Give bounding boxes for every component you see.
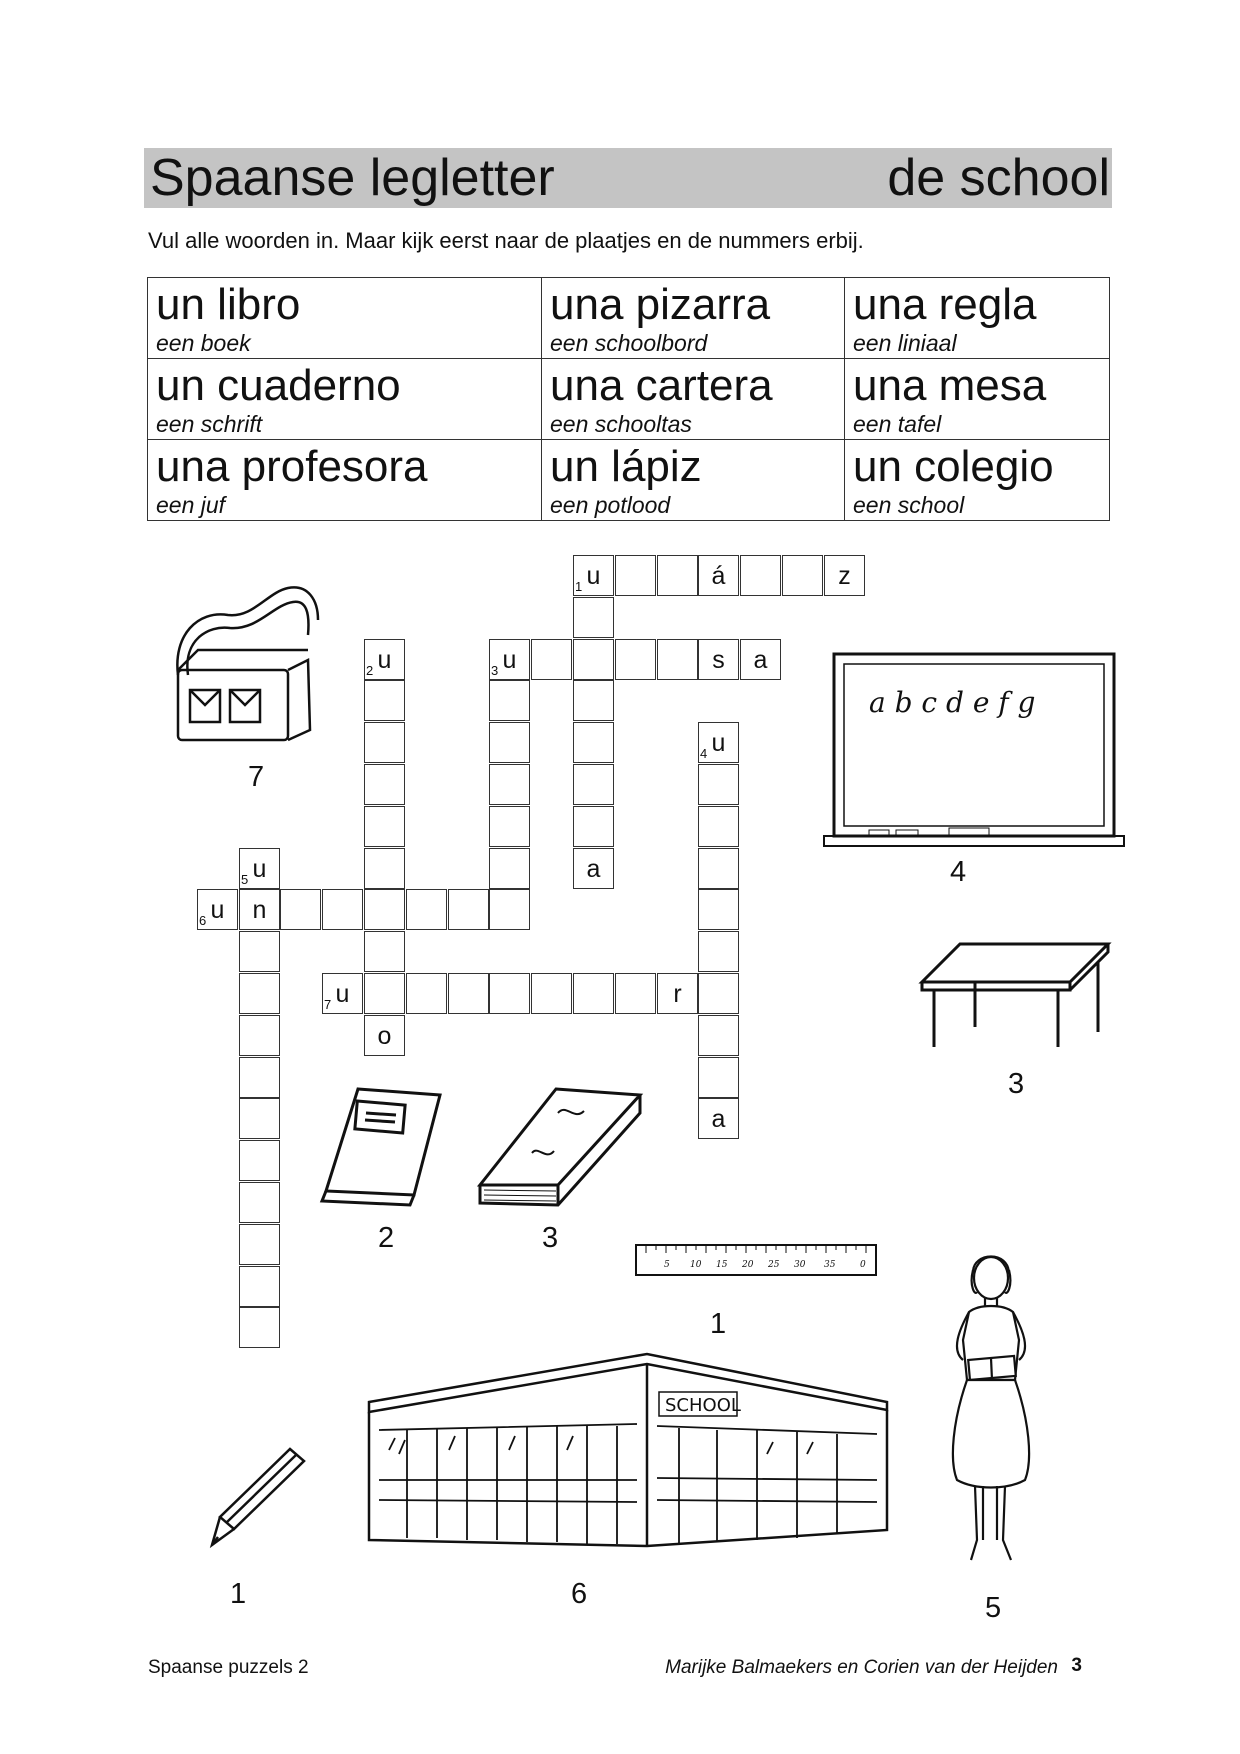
clue-number: 4 — [700, 746, 708, 761]
school-building-picture — [367, 1350, 897, 1550]
crossword-cell[interactable] — [239, 1307, 280, 1348]
ruler-mark: 20 — [742, 1260, 754, 1270]
picture-number: 3 — [542, 1222, 559, 1254]
spanish-word: una mesa — [853, 361, 1047, 410]
spanish-word: una cartera — [550, 361, 773, 410]
crossword-cell[interactable] — [364, 764, 405, 805]
clue-number: 1 — [575, 579, 583, 594]
cell-letter: s — [712, 646, 725, 674]
crossword-cell[interactable] — [824, 555, 865, 596]
dutch-word: een juf — [156, 492, 226, 518]
cell-letter: u — [502, 646, 517, 674]
crossword-cell[interactable] — [239, 1098, 280, 1139]
crossword-cell[interactable] — [573, 973, 614, 1014]
blackboard-letters: a b c d e f g — [869, 686, 1036, 719]
vocab-row — [148, 359, 1110, 440]
footer-series: Spaanse puzzels 2 — [148, 1657, 309, 1678]
spanish-word: un cuaderno — [156, 361, 401, 410]
crossword-cell[interactable] — [489, 639, 530, 680]
ruler-mark: 35 — [824, 1260, 836, 1270]
vocab-cell — [148, 440, 542, 521]
crossword-cell[interactable] — [657, 973, 698, 1014]
notebook-picture — [318, 1085, 443, 1205]
crossword-cell[interactable] — [406, 973, 447, 1014]
clue-number: 5 — [241, 872, 249, 887]
crossword-cell[interactable] — [364, 889, 405, 930]
cell-letter: z — [838, 562, 851, 590]
picture-number: 6 — [571, 1578, 588, 1610]
picture-number: 4 — [950, 856, 967, 888]
vocab-cell — [148, 278, 542, 359]
crossword-cell[interactable] — [239, 931, 280, 972]
crossword-cell[interactable] — [239, 1182, 280, 1223]
crossword-cell[interactable] — [239, 1140, 280, 1181]
crossword-cell[interactable] — [489, 889, 530, 930]
dutch-word: een school — [853, 492, 965, 518]
vocab-cell — [148, 359, 542, 440]
crossword-cell[interactable] — [239, 1224, 280, 1265]
page-topic: de school — [887, 149, 1110, 207]
cell-letter: n — [252, 896, 267, 924]
crossword-cell[interactable] — [698, 639, 739, 680]
crossword-cell[interactable] — [573, 680, 614, 721]
crossword-cell[interactable] — [740, 555, 781, 596]
clue-number: 2 — [366, 663, 374, 678]
cell-letter: u — [711, 729, 726, 757]
dutch-word: een boek — [156, 330, 251, 356]
vocab-row — [148, 440, 1110, 521]
cell-letter: u — [586, 562, 601, 590]
crossword-cell[interactable] — [615, 639, 656, 680]
cell-letter: a — [753, 646, 768, 674]
crossword-cell[interactable] — [573, 806, 614, 847]
crossword-cell[interactable] — [698, 722, 739, 763]
cell-letter: u — [252, 855, 267, 883]
crossword-cell[interactable] — [698, 889, 739, 930]
ruler-mark: 15 — [716, 1260, 728, 1270]
crossword-cell[interactable] — [364, 973, 405, 1014]
spanish-word: una pizarra — [550, 280, 771, 329]
pencil-picture — [208, 1445, 308, 1550]
cell-letter: u — [335, 980, 350, 1008]
cell-letter: u — [210, 896, 225, 924]
crossword-cell[interactable] — [364, 722, 405, 763]
dutch-word: een schooltas — [550, 411, 692, 437]
crossword-cell[interactable] — [573, 764, 614, 805]
vocab-cell — [845, 359, 1110, 440]
dutch-word: een tafel — [853, 411, 942, 437]
crossword-cell[interactable] — [489, 806, 530, 847]
dutch-word: een schoolbord — [550, 330, 708, 356]
crossword-cell[interactable] — [531, 639, 572, 680]
crossword-cell[interactable] — [573, 639, 614, 680]
crossword-cell[interactable] — [698, 806, 739, 847]
picture-number: 3 — [1008, 1068, 1025, 1100]
crossword-cell[interactable] — [698, 931, 739, 972]
picture-number: 5 — [985, 1592, 1002, 1624]
crossword-cell[interactable] — [782, 555, 823, 596]
crossword-cell[interactable] — [406, 889, 447, 930]
spanish-word: una profesora — [156, 442, 428, 491]
crossword-cell[interactable] — [698, 764, 739, 805]
school-bag-picture — [168, 580, 318, 740]
crossword-cell[interactable] — [239, 1266, 280, 1307]
crossword-cell[interactable] — [364, 1015, 405, 1056]
dutch-word: een potlood — [550, 492, 671, 518]
crossword-cell[interactable] — [197, 889, 238, 930]
spanish-word: un lápiz — [550, 442, 702, 491]
clue-number: 7 — [324, 997, 332, 1012]
cell-letter: u — [377, 646, 392, 674]
picture-number: 7 — [248, 761, 265, 793]
crossword-cell[interactable] — [573, 722, 614, 763]
crossword-cell[interactable] — [698, 1057, 739, 1098]
vocab-cell — [542, 359, 845, 440]
book-picture — [476, 1085, 646, 1210]
crossword-cell[interactable] — [489, 680, 530, 721]
clue-number: 3 — [491, 663, 499, 678]
cell-letter: a — [586, 855, 601, 883]
crossword-cell[interactable] — [531, 973, 572, 1014]
vocabulary-table — [147, 277, 1110, 521]
vocab-row — [148, 278, 1110, 359]
page-number: 3 — [1071, 1655, 1082, 1676]
cell-letter: r — [673, 980, 682, 1008]
instruction-text: Vul alle woorden in. Maar kijk eerst naar de plaatjes en de nummers erbij. — [148, 228, 864, 253]
crossword-cell[interactable] — [280, 889, 321, 930]
blackboard-picture — [824, 652, 1124, 852]
crossword-cell[interactable] — [364, 931, 405, 972]
ruler-mark: 25 — [768, 1260, 780, 1270]
crossword-cell[interactable] — [448, 973, 489, 1014]
ruler-picture — [634, 1243, 878, 1277]
crossword-cell[interactable] — [573, 555, 614, 596]
crossword-cell[interactable] — [740, 639, 781, 680]
dutch-word: een liniaal — [853, 330, 957, 356]
crossword-cell[interactable] — [489, 848, 530, 889]
crossword-cell[interactable] — [239, 1057, 280, 1098]
picture-number: 1 — [710, 1308, 727, 1340]
crossword-cell[interactable] — [322, 973, 363, 1014]
crossword-cell[interactable] — [698, 555, 739, 596]
vocab-cell — [845, 278, 1110, 359]
crossword-cell[interactable] — [364, 680, 405, 721]
dutch-word: een schrift — [156, 411, 263, 437]
spanish-word: un libro — [156, 280, 301, 329]
table-picture — [920, 942, 1110, 1052]
crossword-cell[interactable] — [657, 555, 698, 596]
crossword-cell[interactable] — [448, 889, 489, 930]
crossword-cell[interactable] — [657, 639, 698, 680]
ruler-mark: 10 — [690, 1260, 702, 1270]
crossword-cell[interactable] — [698, 973, 739, 1014]
vocab-cell — [845, 440, 1110, 521]
crossword-cell[interactable] — [698, 1015, 739, 1056]
clue-number: 6 — [199, 913, 207, 928]
page-title: Spaanse legletter — [150, 149, 555, 207]
crossword-cell[interactable] — [573, 597, 614, 638]
crossword-cell[interactable] — [322, 889, 363, 930]
crossword-cell[interactable] — [364, 848, 405, 889]
crossword-cell[interactable] — [489, 722, 530, 763]
vocab-cell — [542, 440, 845, 521]
picture-number: 1 — [230, 1578, 247, 1610]
crossword-cell[interactable] — [239, 973, 280, 1014]
ruler-mark: 5 — [664, 1260, 670, 1270]
cell-letter: á — [711, 562, 726, 590]
school-sign: SCHOOL — [665, 1395, 741, 1416]
picture-number: 2 — [378, 1222, 395, 1254]
crossword-cell[interactable] — [364, 806, 405, 847]
vocab-cell — [542, 278, 845, 359]
crossword-cell[interactable] — [615, 555, 656, 596]
crossword-cell[interactable] — [364, 639, 405, 680]
crossword-cell[interactable] — [615, 973, 656, 1014]
crossword-cell[interactable] — [239, 889, 280, 930]
crossword-cell[interactable] — [698, 848, 739, 889]
crossword-cell[interactable] — [573, 848, 614, 889]
footer-authors: Marijke Balmaekers en Corien van der Heijden — [665, 1657, 1058, 1678]
ruler-mark: 0 — [860, 1260, 866, 1270]
spanish-word: una regla — [853, 280, 1037, 329]
crossword-cell[interactable] — [239, 848, 280, 889]
crossword-cell[interactable] — [239, 1015, 280, 1056]
cell-letter: o — [377, 1022, 392, 1050]
crossword-cell[interactable] — [489, 973, 530, 1014]
teacher-picture — [935, 1240, 1045, 1575]
cell-letter: a — [711, 1105, 726, 1133]
ruler-mark: 30 — [794, 1260, 806, 1270]
spanish-word: un colegio — [853, 442, 1054, 491]
crossword-cell[interactable] — [698, 1098, 739, 1139]
crossword-cell[interactable] — [489, 764, 530, 805]
